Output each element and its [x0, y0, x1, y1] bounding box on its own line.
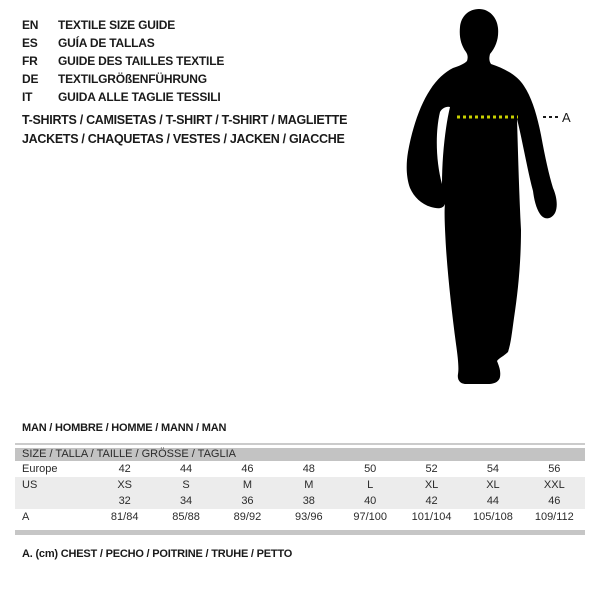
table-cell: 56: [548, 463, 561, 475]
table-cell: 36: [241, 495, 254, 507]
category-jackets: JACKETS / CHAQUETAS / VESTES / JACKEN / GIACCHE: [22, 131, 345, 146]
table-cell: 42: [425, 495, 438, 507]
size-table: [15, 443, 585, 535]
table-cell: L: [367, 479, 374, 491]
table-cell: 89/92: [233, 511, 262, 523]
table-cell: 46: [548, 495, 561, 507]
table-cell: 38: [302, 495, 315, 507]
table-cell: 46: [241, 463, 254, 475]
table-row-label: A: [22, 511, 30, 523]
table-cell: 34: [179, 495, 193, 507]
language-label: TEXTILE SIZE GUIDE: [58, 18, 176, 32]
table-cell: XS: [117, 479, 133, 491]
language-label: GUIDE DES TAILLES TEXTILE: [58, 54, 225, 68]
language-label: TEXTILGRÖßENFÜHRUNG: [58, 72, 207, 86]
table-cell: 42: [118, 463, 131, 475]
table-header: SIZE / TALLA / TAILLE / GRÖSSE / TAGLIA: [15, 448, 585, 461]
table-row-us: [15, 477, 585, 493]
table-row-label: Europe: [22, 463, 58, 475]
table-cell: M: [242, 479, 253, 491]
table-cell: XXL: [543, 479, 565, 491]
table-cell: 93/96: [295, 511, 323, 523]
table-cell: 54: [486, 463, 500, 475]
table-top-rule: [15, 443, 585, 445]
table-cell: 44: [179, 463, 193, 475]
table-row-chest: [15, 509, 585, 528]
table-cell: 48: [302, 463, 315, 475]
language-code: EN: [22, 18, 39, 32]
table-cell: XL: [424, 479, 439, 491]
table-cell: 32: [118, 495, 131, 507]
table-cell: 50: [364, 463, 377, 475]
measurement-footnote: A. (cm) CHEST / PECHO / POITRINE / TRUHE / PETTO: [22, 548, 293, 560]
language-code: IT: [22, 90, 33, 104]
language-code: ES: [22, 36, 38, 50]
table-cell: S: [182, 479, 190, 491]
man-silhouette: [407, 9, 557, 384]
table-cell: 97/100: [353, 511, 388, 523]
category-tshirts: T-SHIRTS / CAMISETAS / T-SHIRT / T-SHIRT / MAGLIETTE: [22, 113, 348, 127]
table-cell: XL: [486, 479, 500, 491]
table-row-alt-size: [15, 493, 585, 509]
section-label-man: MAN / HOMBRE / HOMME / MANN / MAN: [22, 422, 227, 434]
table-cell: M: [304, 479, 314, 491]
language-label: GUÍA DE TALLAS: [58, 36, 155, 50]
measurement-label-a: A: [562, 110, 571, 125]
language-code: DE: [22, 72, 39, 86]
language-code: FR: [22, 54, 38, 68]
language-label: GUIDA ALLE TAGLIE TESSILI: [58, 90, 221, 104]
table-cell: 52: [425, 463, 438, 475]
table-cell: 101/104: [411, 511, 452, 523]
table-row-label: [15, 493, 94, 509]
table-row-europe: [15, 461, 585, 477]
table-cell: 85/88: [172, 511, 200, 523]
table-cell: 44: [486, 495, 500, 507]
table-bottom-rule: [15, 530, 585, 535]
table-cell: 109/112: [534, 511, 574, 523]
table-cell: 40: [364, 495, 377, 507]
table-row-label: US: [22, 479, 38, 491]
table-cell: 105/108: [473, 511, 513, 523]
table-cell: 81/84: [110, 511, 139, 523]
